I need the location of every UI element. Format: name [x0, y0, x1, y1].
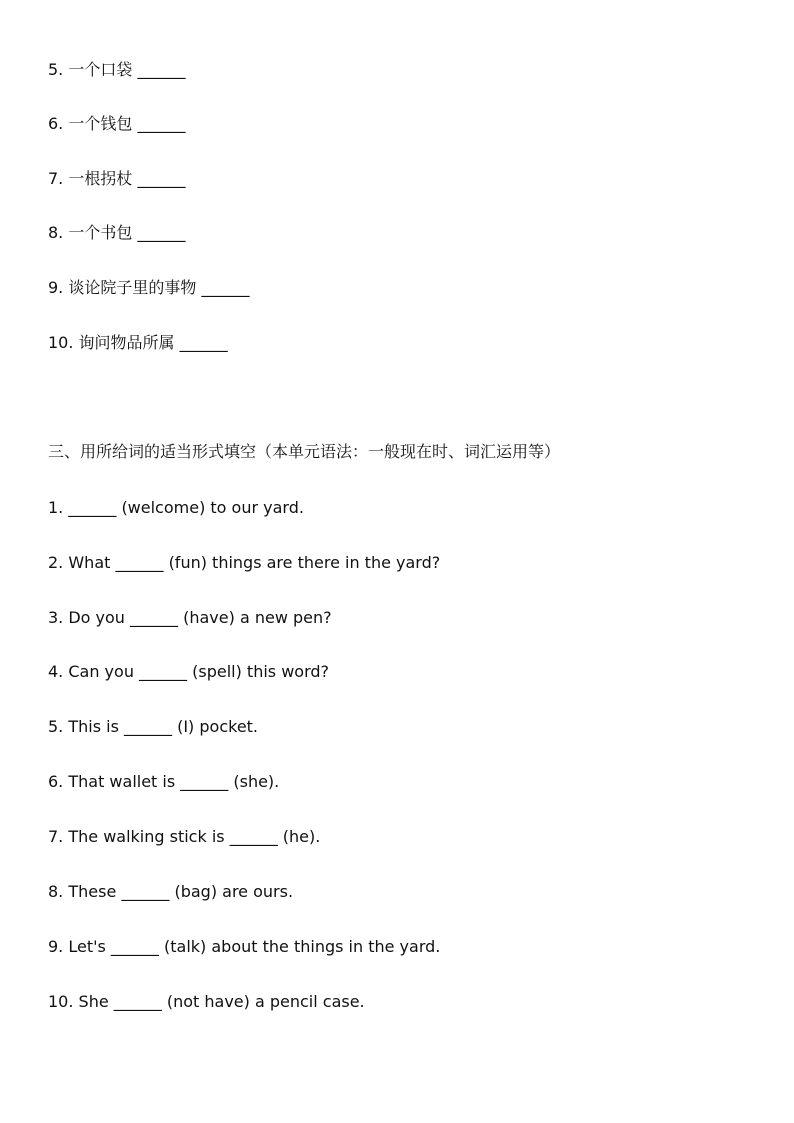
vocab-item-10: 10. 询问物品所属 ______ — [48, 333, 228, 352]
exercise-item-10: 10. She ______ (not have) a pencil case. — [48, 992, 365, 1011]
vocab-item-6: 6. 一个钱包 ______ — [48, 114, 186, 133]
exercise-item-4: 4. Can you ______ (spell) this word? — [48, 662, 330, 681]
vocab-item-7: 7. 一根拐杖 ______ — [48, 169, 186, 188]
exercise-item-1: 1. ______ (welcome) to our yard. — [48, 498, 304, 517]
section-3-title: 三、用所给词的适当形式填空（本单元语法：一般现在时、词汇运用等） — [48, 442, 561, 461]
vocab-item-9: 9. 谈论院子里的事物 ______ — [48, 278, 250, 297]
exercise-item-8: 8. These ______ (bag) are ours. — [48, 882, 294, 901]
exercise-item-5: 5. This is ______ (I) pocket. — [48, 717, 259, 736]
exercise-item-3: 3. Do you ______ (have) a new pen? — [48, 608, 332, 627]
vocab-item-5: 5. 一个口袋 ______ — [48, 60, 186, 79]
exercise-item-9: 9. Let's ______ (talk) about the things in the yard. — [48, 937, 441, 956]
vocab-item-8: 8. 一个书包 ______ — [48, 223, 186, 242]
exercise-item-2: 2. What ______ (fun) things are there in the yard? — [48, 553, 441, 572]
exercise-item-6: 6. That wallet is ______ (she). — [48, 772, 280, 791]
exercise-item-7: 7. The walking stick is ______ (he). — [48, 827, 321, 846]
